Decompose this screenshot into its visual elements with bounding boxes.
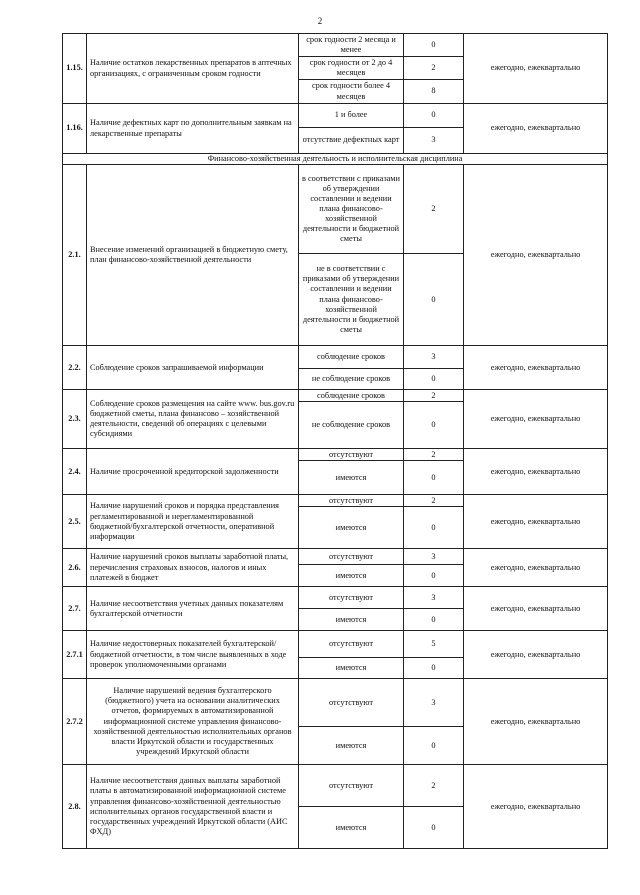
criterion: имеются [299, 727, 404, 765]
score: 0 [404, 609, 464, 631]
row-number: 2.1. [63, 165, 87, 346]
periodicity: ежегодно, ежеквартально [464, 34, 608, 104]
indicator-name: Наличие нарушений ведения бухгалтерского (бюджетного) учета на основании аналитических отчетов, формируемых в автоматизированной информационной системе управления финансово-хозяйственной деятельностью исполнительных органов власти Иркутской области и государственных учреждений Иркутской области [87, 679, 299, 765]
row-number: 1.16. [63, 104, 87, 154]
periodicity: ежегодно, ежеквартально [464, 549, 608, 587]
criterion: имеются [299, 565, 404, 587]
page-number: 2 [317, 16, 323, 26]
score: 0 [404, 461, 464, 495]
table-row [63, 679, 608, 727]
table-row [63, 495, 608, 507]
row-number: 2.6. [63, 549, 87, 587]
score: 2 [404, 57, 464, 80]
score: 0 [404, 507, 464, 549]
criterion: соблюдение сроков [299, 390, 404, 402]
indicator-name: Внесение изменений организацией в бюджетную смету, план финансово-хозяйственной деятельности [87, 165, 299, 346]
periodicity: ежегодно, ежеквартально [464, 390, 608, 449]
score: 0 [404, 254, 464, 346]
criterion: отсутствие дефектных карт [299, 128, 404, 154]
criterion: отсутствуют [299, 679, 404, 727]
criterion: имеются [299, 507, 404, 549]
criterion: срок годности более 4 месяцев [299, 80, 404, 104]
row-number: 2.7.2 [63, 679, 87, 765]
table-row [63, 165, 608, 254]
criterion: не соблюдение сроков [299, 369, 404, 390]
criterion: отсутствуют [299, 449, 404, 461]
criteria-table [62, 33, 608, 849]
criterion: соблюдение сроков [299, 346, 404, 369]
criterion: отсутствуют [299, 495, 404, 507]
criterion: имеются [299, 658, 404, 679]
table-row [63, 449, 608, 461]
periodicity: ежегодно, ежеквартально [464, 495, 608, 549]
score: 0 [404, 34, 464, 57]
criterion: отсутствуют [299, 587, 404, 609]
row-number: 2.7.1 [63, 631, 87, 679]
score: 0 [404, 369, 464, 390]
score: 2 [404, 765, 464, 807]
criterion: 1 и более [299, 104, 404, 128]
criterion: в соответствии с приказами об утверждении составлении и ведении плана финансово-хозяйственной деятельности и бюджетной сметы [299, 165, 404, 254]
score: 0 [404, 565, 464, 587]
score: 0 [404, 727, 464, 765]
indicator-name: Наличие несоответствия учетных данных показателям бухгалтерской отчетности [87, 587, 299, 631]
periodicity: ежегодно, ежеквартально [464, 765, 608, 849]
score: 0 [404, 402, 464, 449]
table-row [63, 104, 608, 128]
score: 2 [404, 495, 464, 507]
indicator-name: Наличие остатков лекарственных препаратов в аптечных организациях, с ограниченным сроком годности [87, 34, 299, 104]
section-row [63, 154, 608, 165]
indicator-name: Соблюдение сроков запрашиваемой информации [87, 346, 299, 390]
row-number: 2.5. [63, 495, 87, 549]
table-row [63, 34, 608, 57]
score: 2 [404, 449, 464, 461]
score: 2 [404, 165, 464, 254]
row-number: 2.7. [63, 587, 87, 631]
criterion: имеются [299, 461, 404, 495]
criterion: отсутствуют [299, 631, 404, 658]
criterion: отсутствуют [299, 765, 404, 807]
row-number: 2.8. [63, 765, 87, 849]
criterion: имеются [299, 609, 404, 631]
periodicity: ежегодно, ежеквартально [464, 449, 608, 495]
indicator-name: Наличие недостоверных показателей бухгалтерской/бюджетной отчетности, в том числе выявленных в ходе проверок уполномоченными органами [87, 631, 299, 679]
score: 0 [404, 807, 464, 849]
indicator-name: Соблюдение сроков размещения на сайте www. bus.gov.ru бюджетной сметы, плана финансово – хозяйственной деятельности, сведений об операциях с целевыми субсидиями [87, 390, 299, 449]
periodicity: ежегодно, ежеквартально [464, 631, 608, 679]
row-number: 1.15. [63, 34, 87, 104]
criterion: срок годности 2 месяца и менее [299, 34, 404, 57]
score: 3 [404, 679, 464, 727]
periodicity: ежегодно, ежеквартально [464, 587, 608, 631]
periodicity: ежегодно, ежеквартально [464, 679, 608, 765]
score: 0 [404, 104, 464, 128]
row-number: 2.4. [63, 449, 87, 495]
periodicity: ежегодно, ежеквартально [464, 346, 608, 390]
periodicity: ежегодно, ежеквартально [464, 104, 608, 154]
score: 3 [404, 587, 464, 609]
score: 3 [404, 346, 464, 369]
periodicity: ежегодно, ежеквартально [464, 165, 608, 346]
table-row [63, 346, 608, 369]
row-number: 2.2. [63, 346, 87, 390]
score: 5 [404, 631, 464, 658]
score: 8 [404, 80, 464, 104]
table-row [63, 587, 608, 609]
criterion: отсутствуют [299, 549, 404, 565]
row-number: 2.3. [63, 390, 87, 449]
table-row [63, 631, 608, 658]
indicator-name: Наличие нарушений сроков и порядка представления регламентированной и нерегламентированной бюджетной/бухгалтерской отчетности, оперативной информации [87, 495, 299, 549]
table-row [63, 390, 608, 402]
score: 3 [404, 128, 464, 154]
table-row [63, 549, 608, 565]
criterion: имеются [299, 807, 404, 849]
table-row [63, 765, 608, 807]
indicator-name: Наличие просроченной кредиторской задолженности [87, 449, 299, 495]
indicator-name: Наличие дефектных карт по дополнительным заявкам на лекарственные препараты [87, 104, 299, 154]
score: 3 [404, 549, 464, 565]
criterion: не соблюдение сроков [299, 402, 404, 449]
criterion: срок годности от 2 до 4 месяцев [299, 57, 404, 80]
score: 2 [404, 390, 464, 402]
criterion: не в соответствии с приказами об утверждении составлении и ведении плана финансово-хозяйственной деятельности и бюджетной сметы [299, 254, 404, 346]
section-title: Финансово-хозяйственная деятельность и исполнительская дисциплина [63, 154, 608, 165]
indicator-name: Наличие нарушений сроков выплаты заработной платы, перечисления страховых взносов, налогов и иных платежей в бюджет [87, 549, 299, 587]
score: 0 [404, 658, 464, 679]
indicator-name: Наличие несоответствия данных выплаты заработной платы в автоматизированной информационной системе управления финансово-хозяйственной деятельностью исполнительных органов государственной власти и государственных учреждений Иркутской области (АИС ФХД) [87, 765, 299, 849]
